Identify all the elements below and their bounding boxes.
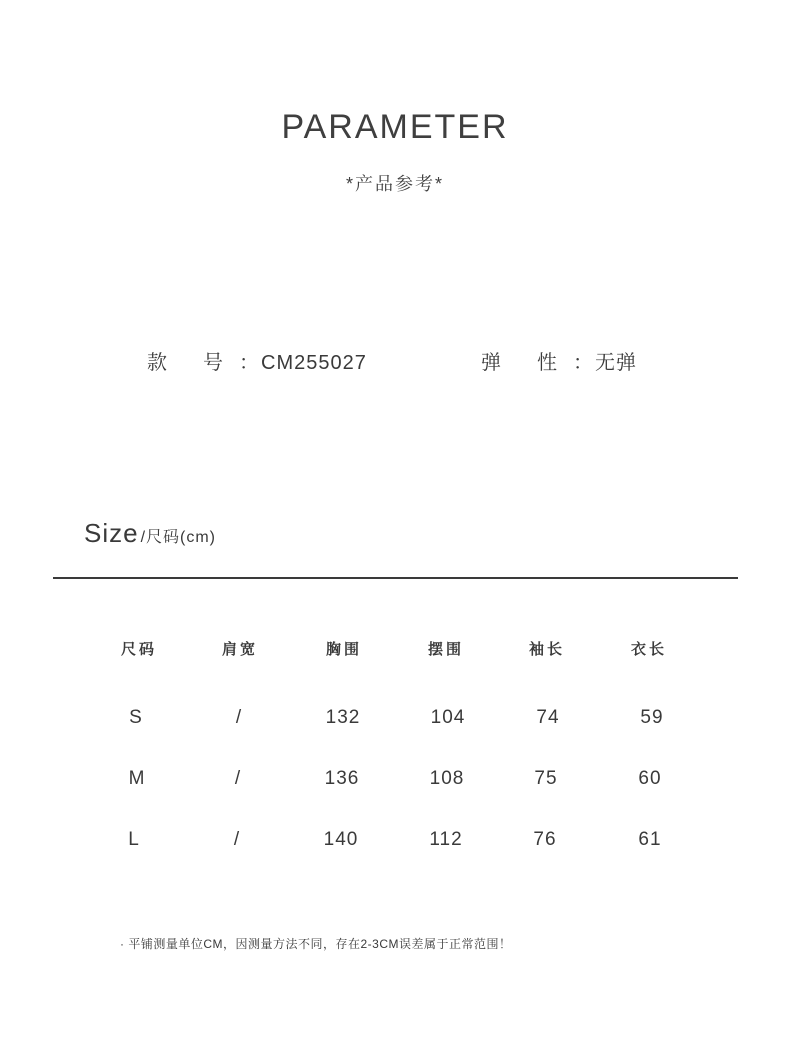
table-cell: / [233,829,241,850]
table-cell: L [128,829,140,850]
table-cell: 60 [638,768,662,789]
col-header-shoulder: 肩宽 [221,641,258,658]
table-cell: / [235,707,243,728]
param-elastic-value: 无弹 [595,352,637,374]
param-style-colon: ： [239,352,260,374]
param-style-value: CM255027 [261,352,367,374]
measurement-note: · 平铺测量单位CM，因测量方法不同，存在2-3CM误差属于正常范围！ [120,937,512,951]
table-cell: 59 [640,707,664,728]
table-cell: 108 [429,768,465,789]
col-header-hem: 摆围 [427,641,464,658]
col-header-chest: 胸围 [325,641,362,658]
param-elastic-label-1: 弹 [481,352,502,374]
param-elastic-label-2: 性 [537,352,558,374]
table-cell: 104 [430,707,466,728]
size-subtitle: /尺码(cm) [140,529,217,546]
param-elastic-colon: ： [573,352,594,374]
col-header-size: 尺码 [120,641,157,658]
param-style-label-1: 款 [147,352,168,374]
table-cell: 76 [533,829,557,850]
table-cell: 132 [325,707,361,728]
size-section-heading [84,518,216,549]
size-title: Size [84,518,139,548]
page-subtitle: *产品参考* [345,174,444,194]
table-cell: 140 [323,829,359,850]
col-header-length: 衣长 [630,641,667,658]
param-style-label-2: 号 [203,352,224,374]
col-header-sleeve: 袖长 [528,641,565,658]
table-cell: 75 [534,768,558,789]
page-title: PARAMETER [281,108,509,146]
divider-line [53,577,738,579]
table-cell: M [128,768,146,789]
param-style-no [147,346,367,375]
table-cell: 61 [638,829,662,850]
table-cell: 136 [324,768,360,789]
param-elasticity [481,346,637,375]
table-cell: / [234,768,242,789]
table-cell: 112 [429,829,463,850]
table-cell: 74 [536,707,560,728]
table-cell: S [129,707,143,728]
